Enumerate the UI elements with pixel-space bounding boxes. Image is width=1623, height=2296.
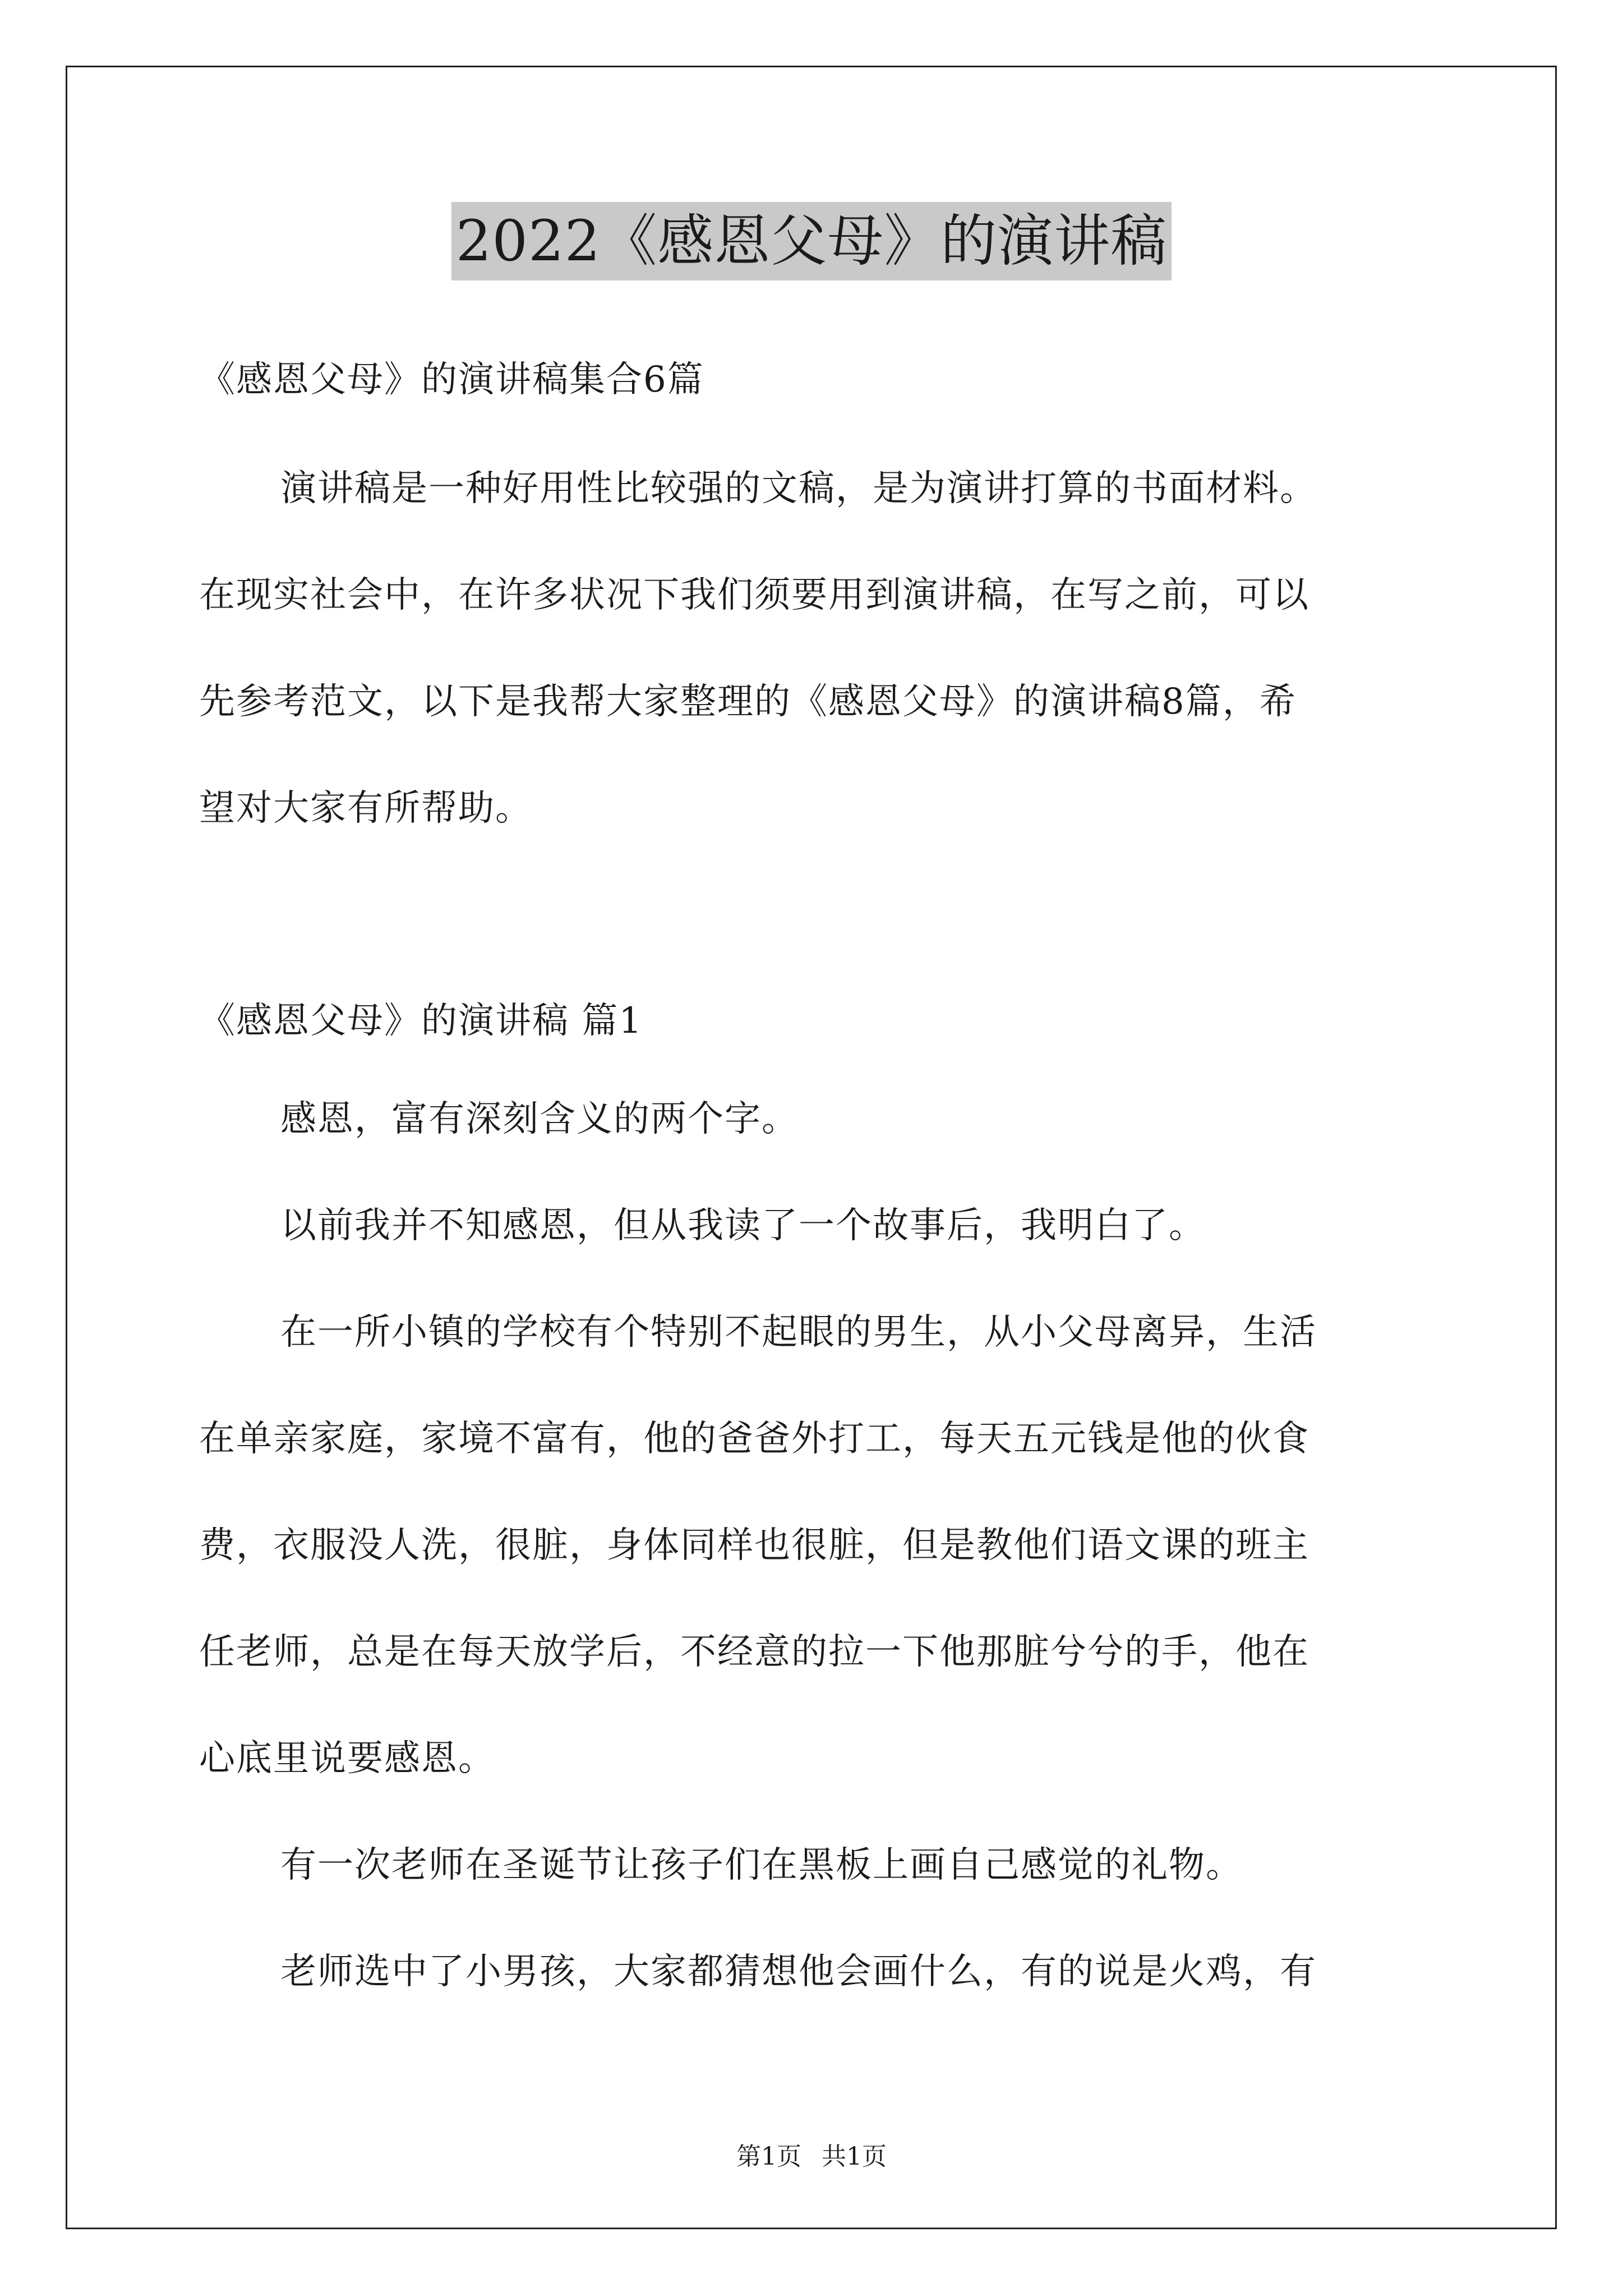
body-line: 在一所小镇的学校有个特别不起眼的男生，从小父母离异，生活 xyxy=(280,1312,1317,1353)
document-title: 2022《感恩父母》的演讲稿 xyxy=(451,202,1172,280)
page-footer xyxy=(0,2140,1623,2174)
body-line: 老师选中了小男孩，大家都猜想他会画什么，有的说是火鸡，有 xyxy=(280,1951,1317,1993)
intro-line: 望对大家有所帮助。 xyxy=(199,788,532,829)
body-line: 心底里说要感恩。 xyxy=(199,1738,495,1779)
body-line: 在单亲家庭，家境不富有，他的爸爸外打工，每天五元钱是他的伙食 xyxy=(199,1418,1310,1460)
body-line: 以前我并不知感恩，但从我读了一个故事后，我明白了。 xyxy=(280,1205,1206,1246)
intro-line: 演讲稿是一种好用性比较强的文稿，是为演讲打算的书面材料。 xyxy=(280,468,1317,509)
body-line: 感恩，富有深刻含义的两个字。 xyxy=(280,1098,799,1140)
section-heading: 《感恩父母》的演讲稿 篇1 xyxy=(199,1000,643,1042)
body-line: 任老师，总是在每天放学后，不经意的拉一下他那脏兮兮的手，他在 xyxy=(199,1631,1310,1673)
document-subtitle: 《感恩父母》的演讲稿集合6篇 xyxy=(199,359,704,401)
page-number: 第1页 xyxy=(736,2142,801,2171)
title-container xyxy=(0,202,1623,280)
intro-line: 先参考范文，以下是我帮大家整理的《感恩父母》的演讲稿8篇，希 xyxy=(199,681,1297,723)
intro-line: 在现实社会中，在许多状况下我们须要用到演讲稿，在写之前，可以 xyxy=(199,574,1310,616)
page-total: 共1页 xyxy=(822,2142,887,2171)
body-line: 有一次老师在圣诞节让孩子们在黑板上画自己感觉的礼物。 xyxy=(280,1844,1243,1886)
body-line: 费，衣服没人洗，很脏，身体同样也很脏，但是教他们语文课的班主 xyxy=(199,1525,1310,1566)
